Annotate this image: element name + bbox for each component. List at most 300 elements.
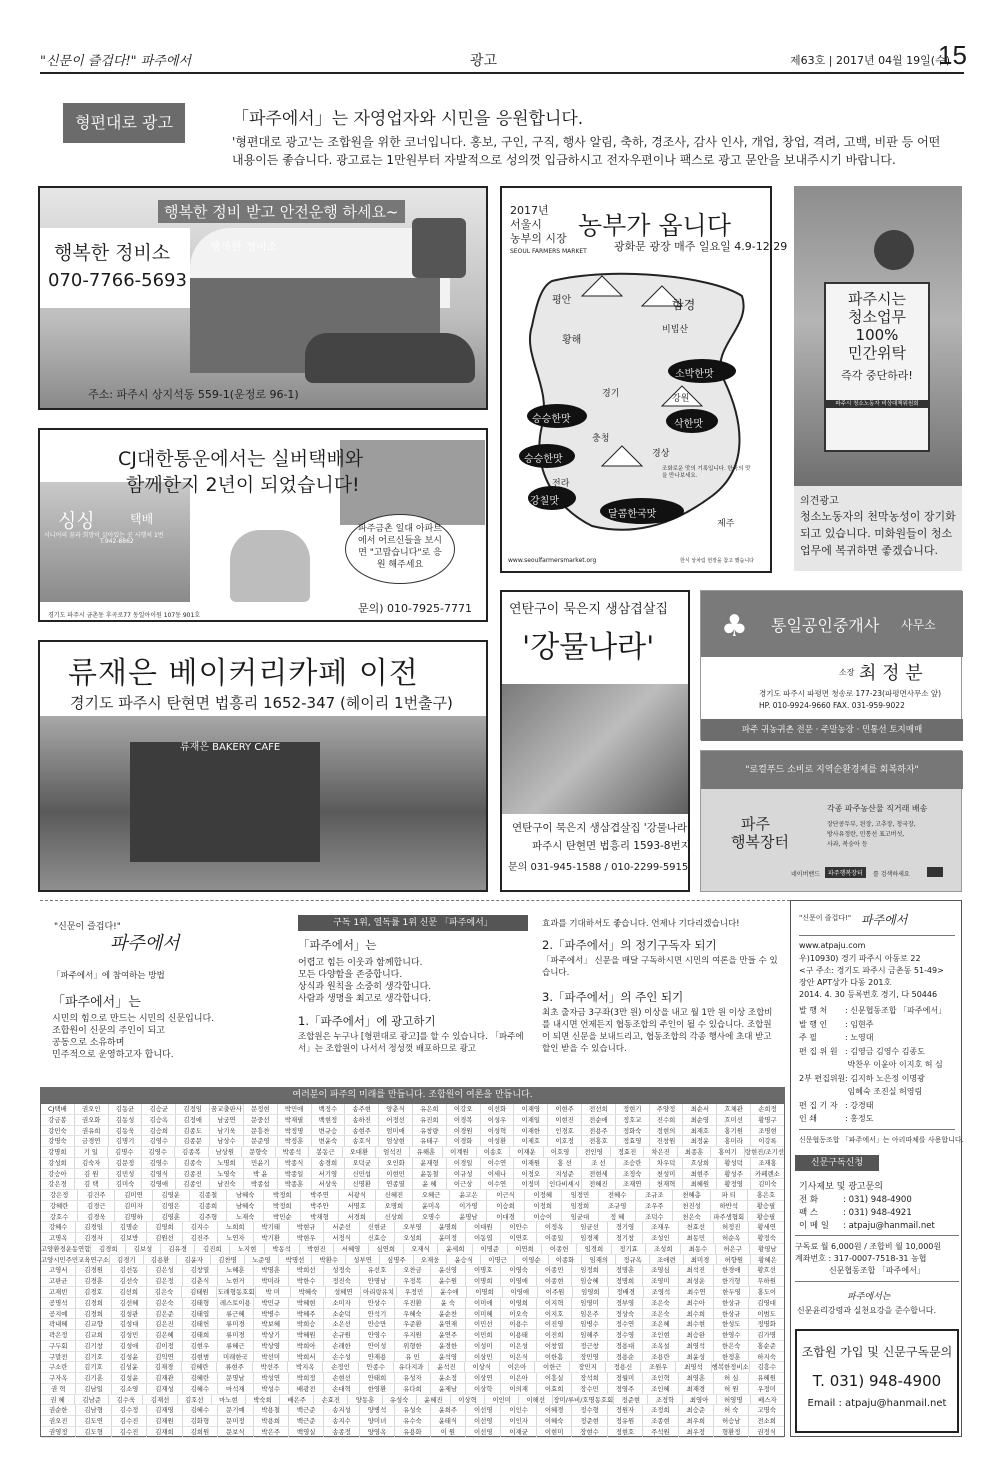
member-name: 강민숙 bbox=[41, 1126, 75, 1136]
member-name: 한영수 bbox=[714, 1330, 749, 1340]
member-name: 박명선 bbox=[279, 1255, 313, 1265]
member-name: 김기훈 bbox=[76, 1373, 111, 1383]
band-icon bbox=[927, 867, 943, 877]
member-name: 박주안 bbox=[301, 1201, 338, 1211]
member-name: 강은정 bbox=[41, 1190, 78, 1200]
member-name: 조정희 bbox=[643, 1405, 678, 1415]
member-name: 이선화 bbox=[481, 1104, 515, 1114]
member-name: 김기호 bbox=[76, 1352, 111, 1362]
masthead-rule bbox=[799, 935, 955, 936]
map-region: 강원 bbox=[672, 394, 690, 404]
member-name: 김동균 bbox=[109, 1104, 143, 1114]
member-row bbox=[41, 1126, 784, 1137]
member-row bbox=[41, 1169, 784, 1180]
join-email: Email : atpaju@hanmail.net bbox=[807, 1398, 947, 1409]
member-name: 임병수 bbox=[572, 1319, 607, 1329]
member-name: 최재경 bbox=[679, 1384, 714, 1394]
member-name: 김은진 bbox=[147, 1319, 182, 1329]
staff-row bbox=[799, 1032, 873, 1043]
member-name: 최윤성 bbox=[679, 1352, 714, 1362]
member-name: 조덕수 bbox=[636, 1212, 673, 1222]
repair-name: 행복한 정비소 bbox=[54, 242, 171, 264]
member-name: 류미경 bbox=[218, 1330, 253, 1340]
member-name: 꿈교출판사 bbox=[211, 1105, 242, 1113]
member-row bbox=[41, 1222, 784, 1233]
member-name: 홍여기 bbox=[711, 1147, 745, 1157]
member-name: 박은주 bbox=[254, 1427, 289, 1437]
member-name: 김영식 bbox=[142, 1169, 176, 1179]
member-name: 강금봉 bbox=[41, 1115, 75, 1125]
member-name: 이은성 bbox=[501, 1341, 536, 1351]
member-name: 정진숙 bbox=[324, 1276, 359, 1286]
member-name: 이선영 bbox=[466, 1416, 501, 1426]
member-name: 유성숙 bbox=[383, 1395, 417, 1405]
member-name: 이주원 bbox=[538, 1287, 573, 1297]
member-name: 박동석 bbox=[265, 1244, 300, 1254]
member-name: 송현주 bbox=[345, 1126, 379, 1136]
member-name: 최동민 bbox=[679, 1233, 714, 1243]
member-name: 강승아 bbox=[41, 1169, 75, 1179]
member-name: 오혜근 bbox=[413, 1190, 450, 1200]
member-name: 소미자 bbox=[324, 1298, 359, 1308]
member-name: 이현미 bbox=[537, 1427, 572, 1437]
member-name: 최현주 bbox=[683, 1169, 717, 1179]
staff-rule bbox=[799, 1129, 955, 1130]
member-name: 박종훈 bbox=[278, 1179, 312, 1189]
member-name: 서상욱 bbox=[312, 1179, 346, 1189]
s1-line: 상식과 원칙을 소중히 생각합니다. bbox=[298, 982, 432, 992]
member-name: 윤신영 bbox=[431, 1265, 466, 1275]
member-name: 전소희 bbox=[757, 1417, 776, 1426]
member-name: 임은주 bbox=[572, 1309, 607, 1319]
member-name: 이오숙 bbox=[501, 1309, 536, 1319]
member-row bbox=[41, 1179, 784, 1190]
realty-services: 파주 귀농귀촌 전문 · 주말농장 · 민통선 토지매매 bbox=[701, 719, 963, 741]
member-name: 김보방 bbox=[112, 1233, 147, 1243]
member-name: 한정훈 bbox=[714, 1352, 749, 1362]
member-name: 김성관 bbox=[112, 1309, 147, 1319]
s4-text: 최초 출자금 3구좌(3만 원) 이상을 내고 월 1만 원 이상 조합비를 내시면 언제든지 협동조합의 주인이 될 수 있습니다. 조합원이 되면 신문을 보내드리고, 협동조합의 각종 행사에 초대 받고 할인 받을 수 있습니다. bbox=[542, 1008, 773, 1054]
member-name: 노영숙 bbox=[210, 1169, 244, 1179]
member-name: 봉동근 bbox=[309, 1147, 343, 1157]
member-name: 파 티 bbox=[711, 1190, 748, 1200]
member-name: 차은진 bbox=[644, 1147, 678, 1157]
member-name: 임정희 bbox=[572, 1265, 607, 1275]
member-name: 이은식 bbox=[501, 1352, 536, 1362]
member-name: 김수진 bbox=[112, 1427, 147, 1437]
member-name: 김교희 bbox=[76, 1330, 111, 1340]
member-name: 황성덕 bbox=[717, 1158, 751, 1168]
member-name: 정수형 bbox=[572, 1405, 607, 1415]
delivery-address: 경기도 파주시 금촌동 후곡로77 동일아이원 107동 901호 bbox=[48, 612, 201, 619]
member-name: 박용희 bbox=[254, 1416, 289, 1426]
member-name: 조성인 bbox=[643, 1233, 678, 1243]
member-name: 김동성 bbox=[109, 1115, 143, 1125]
member-name: 송종정 bbox=[324, 1427, 359, 1437]
member-name: 손현선 bbox=[324, 1373, 359, 1383]
member-name: 김남준 bbox=[75, 1395, 109, 1405]
member-name: 천진성 bbox=[673, 1201, 710, 1211]
member-name: 이혜경 bbox=[537, 1405, 572, 1415]
intro-body: '형편대로 광고'는 조합원을 위한 코너입니다. 홍보, 구인, 구직, 행사 알림, 축하, 경조사, 감사 인사, 개업, 창업, 격려, 고백, 비판 등 어떤 내용이든 좋습니다. 광고료는 1만원부터 자발적으로 성의껏 입금하시고 전자우편이나 팩스로 광고 문안을 보내주시기 바랍니다. bbox=[232, 135, 941, 167]
localfood-desc: 각종 파주농산물 직거래 배송 bbox=[827, 804, 928, 813]
member-name: 이종일 bbox=[537, 1233, 572, 1243]
member-name: 김은성 bbox=[147, 1265, 182, 1275]
member-row bbox=[41, 1373, 784, 1384]
member-row bbox=[41, 1352, 784, 1363]
ad-repair-shop bbox=[38, 186, 488, 410]
member-name: 이혜숙 bbox=[537, 1416, 572, 1426]
member-name: 허 심 bbox=[714, 1373, 749, 1383]
realty-title: 통일공인중개사 bbox=[771, 616, 880, 635]
member-name: 윤명희 bbox=[431, 1222, 466, 1232]
member-name: 이영희 bbox=[501, 1298, 536, 1308]
member-name: 김영은 bbox=[153, 1201, 190, 1211]
member-name: 허 원 bbox=[714, 1384, 749, 1394]
member-name: 이호정 bbox=[548, 1136, 582, 1146]
member-name: 윤수원 bbox=[431, 1276, 466, 1286]
member-row bbox=[41, 1244, 784, 1255]
member-name: 김현우 bbox=[183, 1341, 218, 1351]
shop-line: 시니어의 꿈과 희망이 살아있는 곳 시행처 1번 bbox=[44, 532, 164, 539]
member-row bbox=[41, 1276, 784, 1287]
staff-role: 발 행 인 bbox=[799, 1019, 828, 1029]
member-name: 허향원 bbox=[717, 1255, 751, 1265]
member-name: 지성준 bbox=[548, 1169, 582, 1179]
member-name: 전용주 bbox=[582, 1126, 616, 1136]
member-name: 문향숙 bbox=[242, 1147, 276, 1157]
market-url: www.seoulfarmersmarket.org bbox=[508, 557, 597, 564]
member-name: 문미정 bbox=[218, 1416, 253, 1426]
member-name: 김경호 bbox=[76, 1287, 111, 1297]
member-name: 정수연 bbox=[608, 1319, 643, 1329]
member-name: 이용태 bbox=[501, 1330, 536, 1340]
member-name: 이강오 bbox=[447, 1104, 481, 1114]
member-name: 이상식 bbox=[465, 1362, 500, 1372]
sign-footer: 파주시 청소노동자 비상대책위원회 bbox=[826, 400, 928, 408]
member-name: 문보식 bbox=[218, 1427, 253, 1437]
map-note: 조화로운 맛의 기록입니다. 한국의 맛을 만나보세요. bbox=[662, 466, 751, 479]
member-name: 소은선 bbox=[324, 1319, 359, 1329]
member-name: 강혜란 bbox=[41, 1201, 78, 1211]
member-name: 곽내혜 bbox=[41, 1319, 76, 1329]
member-name: 유성숙 bbox=[395, 1405, 430, 1415]
member-name: 임재의 bbox=[582, 1255, 616, 1265]
map-region: 소박한맛 bbox=[675, 369, 714, 380]
member-name: 박기태 bbox=[254, 1222, 289, 1232]
s3-intro: 효과를 기대하셔도 좋습니다. 언제나 기다리겠습니다! bbox=[542, 919, 740, 929]
member-name: 이영애 bbox=[503, 1287, 538, 1297]
issue-info: 제63호 | 2017년 04월 19일(수) bbox=[790, 54, 951, 67]
member-name: 문명남 bbox=[218, 1373, 253, 1383]
member-name: 이성우 bbox=[481, 1115, 515, 1125]
member-name: 최재호 bbox=[683, 1126, 717, 1136]
member-name: 백정수 bbox=[312, 1104, 346, 1114]
member-name: 최수현 bbox=[679, 1319, 714, 1329]
member-name: 유진희 bbox=[413, 1115, 447, 1125]
member-name: 신효승 bbox=[360, 1233, 395, 1243]
member-name: 이규성 bbox=[447, 1169, 481, 1179]
member-name: 김태희 bbox=[183, 1330, 218, 1340]
member-name: 윤미옥 bbox=[413, 1201, 450, 1211]
member-name: 박명훈 bbox=[254, 1265, 289, 1275]
market-sub: 광화문 광장 매주 일요일 4.9-12.29 bbox=[614, 240, 788, 253]
member-name: 이진영 bbox=[537, 1319, 572, 1329]
member-name: 박정희 bbox=[264, 1201, 301, 1211]
member-name: 김경근 bbox=[78, 1201, 115, 1211]
member-name: 김종도 bbox=[176, 1126, 210, 1136]
member-name: 손규원 bbox=[324, 1330, 359, 1340]
member-name: 윤고은 bbox=[450, 1190, 487, 1200]
member-name: 김혜수 bbox=[183, 1384, 218, 1394]
member-name: 김재희 bbox=[147, 1427, 182, 1437]
member-name: 김은준 bbox=[147, 1309, 182, 1319]
member-name: 최우정 bbox=[679, 1427, 714, 1437]
member-name: 임승혜 bbox=[572, 1276, 607, 1286]
member-name: 이명희 bbox=[467, 1287, 502, 1297]
member-name: 우준환 bbox=[395, 1319, 430, 1329]
member-name: 우진환 bbox=[395, 1298, 430, 1308]
member-row bbox=[41, 1104, 784, 1115]
delivery-logo-sub: 택배 bbox=[130, 512, 154, 526]
staff-value: : 홍정도 bbox=[845, 1114, 874, 1123]
member-name: 이경원 bbox=[447, 1126, 481, 1136]
member-name: 김태헌 bbox=[183, 1319, 218, 1329]
member-name: 주양정 bbox=[650, 1104, 684, 1114]
member-row bbox=[41, 1405, 784, 1416]
member-name: 이정옥 bbox=[537, 1222, 572, 1232]
member-name: 임영희 bbox=[573, 1287, 608, 1297]
member-name: 유다희 bbox=[395, 1384, 430, 1394]
member-name: 이재한 bbox=[514, 1126, 548, 1136]
member-name: 공명석 bbox=[41, 1298, 76, 1308]
member-name: 유창량 bbox=[413, 1126, 447, 1136]
staff-value: : 김영금 김영수 김종도 bbox=[845, 1046, 925, 1056]
member-name: 황혜은 bbox=[758, 1255, 777, 1264]
ad-realty bbox=[700, 590, 962, 740]
member-name: 윤순찬 bbox=[431, 1309, 466, 1319]
market-line1: 서울시 bbox=[510, 218, 542, 231]
member-name: 우혜숙 bbox=[395, 1309, 430, 1319]
member-name: 엄석진 bbox=[376, 1147, 410, 1157]
member-name: 이민희 bbox=[466, 1330, 501, 1340]
member-name: 이현민 bbox=[379, 1169, 413, 1179]
member-name: 곽은정 bbox=[41, 1330, 76, 1340]
ethics-text: 신문윤리강령과 실천요강을 준수합니다. bbox=[797, 1306, 937, 1315]
member-name: 정기창 bbox=[608, 1233, 643, 1243]
map-region: 비빕산 bbox=[662, 325, 689, 335]
report-row bbox=[799, 1206, 912, 1218]
member-name: 임균대 bbox=[562, 1212, 599, 1222]
member-name: 변규승 bbox=[312, 1126, 346, 1136]
member-name: 임정희 bbox=[562, 1201, 599, 1211]
fee-rule bbox=[795, 1235, 959, 1236]
s1-line: 어렵고 힘든 이웃과 함께합니다. bbox=[298, 958, 423, 968]
member-name: 고양환경운동연합 bbox=[41, 1244, 91, 1253]
member-name: 김창열 bbox=[183, 1265, 218, 1275]
member-name: 김태형 bbox=[183, 1298, 218, 1308]
member-name: 유수숙 bbox=[395, 1416, 430, 1426]
member-name: 천혜총 bbox=[673, 1190, 710, 1200]
member-name: 정명화 bbox=[757, 1320, 776, 1329]
member-name: 양미녀 bbox=[360, 1416, 395, 1426]
member-name: 허승남 bbox=[714, 1416, 749, 1426]
member-name: 이경복 bbox=[447, 1115, 481, 1125]
member-name: 손효진 bbox=[314, 1395, 348, 1405]
member-name: 김은정 bbox=[147, 1276, 182, 1286]
member-name: 윤제남 bbox=[431, 1384, 466, 1394]
member-name: 정준현 bbox=[572, 1416, 607, 1426]
member-name: 고재빈 bbox=[41, 1287, 76, 1297]
page-number: 15 bbox=[938, 40, 967, 70]
member-name: 오찬금 bbox=[395, 1265, 430, 1275]
member-name: 김승균 bbox=[142, 1104, 176, 1114]
member-name: 이상연 bbox=[466, 1373, 501, 1383]
realty-contact: HP. 010-9924-9660 FAX. 031-959-9022 bbox=[759, 701, 905, 710]
member-name: 이영애 bbox=[501, 1276, 536, 1286]
member-row bbox=[41, 1201, 784, 1212]
member-name: 최영석 bbox=[676, 1362, 711, 1372]
member-name: 한상규 bbox=[714, 1309, 749, 1319]
member-name: 유혜원 bbox=[757, 1374, 776, 1383]
member-name: 이성환 bbox=[481, 1136, 515, 1146]
member-name: 류혜근 bbox=[218, 1341, 253, 1351]
def-line: 조합원이 신문의 주인이 되고 bbox=[52, 1026, 165, 1036]
member-name: 서명호 bbox=[339, 1201, 376, 1211]
members-table bbox=[40, 1103, 785, 1437]
member-name: 김교향 bbox=[76, 1319, 111, 1329]
member-name: 김호선 bbox=[178, 1395, 212, 1405]
member-row bbox=[41, 1309, 784, 1320]
market-line2: 농부의 시장 bbox=[510, 232, 567, 245]
map-region: 경기 bbox=[602, 389, 620, 399]
member-name: 노연자 bbox=[218, 1233, 253, 1243]
staff-value: : 강경태 bbox=[845, 1100, 874, 1110]
info-line: 2014. 4. 30 등록번호 경기, 다 50446 bbox=[799, 990, 938, 999]
member-name: 강명숙 bbox=[41, 1136, 75, 1146]
member-name: 조은혜 bbox=[643, 1319, 678, 1329]
member-name: 박종섭 bbox=[244, 1179, 278, 1189]
member-name: 송주현 bbox=[345, 1104, 379, 1114]
member-name: 오명수 bbox=[413, 1212, 450, 1222]
ethics-rule bbox=[795, 1281, 959, 1282]
member-name: 오성희 bbox=[395, 1233, 430, 1243]
member-name: 이영숙 bbox=[501, 1265, 536, 1275]
member-name: 김경희 bbox=[76, 1309, 111, 1319]
member-name: 김유경 bbox=[161, 1244, 196, 1254]
bbq-phone: 문의 031-945-1588 / 010-2299-5915 bbox=[508, 862, 689, 873]
member-name: 홍 선 bbox=[548, 1158, 582, 1168]
member-name: 권오인 bbox=[75, 1104, 109, 1114]
member-name: 전인영 bbox=[577, 1147, 611, 1157]
member-name: 이대경 bbox=[487, 1212, 524, 1222]
member-name: 류근혜 bbox=[218, 1309, 253, 1319]
member-name: 고명숙 bbox=[757, 1406, 776, 1415]
member-name: 윤연재 bbox=[431, 1319, 466, 1329]
ad-localfood bbox=[700, 750, 962, 892]
bbq-address: 파주시 탄현면 법흥리 1593-8번지 bbox=[532, 840, 691, 852]
member-name: 유성자 bbox=[395, 1373, 430, 1383]
member-name: 이수연 bbox=[481, 1179, 515, 1189]
member-name: 조 선 bbox=[582, 1158, 616, 1168]
member-name: 송지수 bbox=[324, 1416, 359, 1426]
member-row bbox=[41, 1233, 784, 1244]
ethics-brand: 파주에서는 bbox=[847, 1292, 891, 1302]
realty-title-suffix: 사무소 bbox=[901, 618, 936, 632]
member-name: 윤석영 bbox=[431, 1352, 466, 1362]
member-row bbox=[41, 1395, 784, 1406]
member-name: 정호교 bbox=[616, 1115, 650, 1125]
member-name: 심연희 bbox=[369, 1244, 404, 1254]
member-name: 김미자 bbox=[115, 1201, 152, 1211]
member-name: 서경희 bbox=[339, 1212, 376, 1222]
member-name: 천효선 bbox=[679, 1222, 714, 1232]
member-name: 김현범 bbox=[183, 1352, 218, 1362]
member-name: 이명준 bbox=[473, 1244, 508, 1254]
staff-row bbox=[799, 1100, 873, 1111]
member-name: 성정숙 bbox=[324, 1265, 359, 1275]
member-name: 김미연 bbox=[115, 1190, 152, 1200]
member-name: 이은아 bbox=[500, 1362, 535, 1372]
market-footer: 한식 상차림 헌장을 참고 했습니다 bbox=[680, 558, 754, 564]
member-name: 노현거 bbox=[218, 1276, 253, 1286]
member-name: 허순옥 bbox=[714, 1233, 749, 1243]
member-name: 최동수 bbox=[681, 1244, 716, 1254]
member-name: 이민선 bbox=[466, 1319, 501, 1329]
member-name: 김종인 bbox=[176, 1179, 210, 1189]
member-name: 김재원 bbox=[147, 1416, 182, 1426]
member-name: 김민성 bbox=[109, 1169, 143, 1179]
sign-line: 민간위탁 bbox=[848, 344, 906, 362]
staff-role: 편 집 위 원 bbox=[799, 1046, 838, 1056]
member-name: 어정선 bbox=[379, 1115, 413, 1125]
member-name: 최혜원 bbox=[683, 1179, 717, 1189]
member-name: 배광전 bbox=[289, 1384, 324, 1394]
member-name: 무하원 bbox=[757, 1277, 776, 1286]
member-name: 조종현 bbox=[643, 1416, 678, 1426]
member-name: 신민섭 bbox=[345, 1169, 379, 1179]
member-name: 윤명남 bbox=[450, 1212, 487, 1222]
member-name: 이지혁 bbox=[537, 1298, 572, 1308]
member-name: 강명희 bbox=[41, 1147, 75, 1157]
member-name: 김문정 bbox=[109, 1158, 143, 1168]
staff-row bbox=[799, 1059, 943, 1070]
member-name: 박민애 bbox=[278, 1104, 312, 1114]
member-name: 안상수 bbox=[360, 1298, 395, 1308]
member-name: 이범도 bbox=[757, 1309, 776, 1318]
member-name: 김재영 bbox=[147, 1405, 182, 1415]
member-name: 천재혁 bbox=[650, 1179, 684, 1189]
member-name: 민윤기 bbox=[244, 1158, 278, 1168]
member-name: 천은숙 bbox=[673, 1212, 710, 1222]
member-name: 홍도이 bbox=[757, 1288, 777, 1297]
member-name: 최수아 bbox=[679, 1298, 714, 1308]
member-row bbox=[41, 1362, 784, 1373]
member-name: 노준영 bbox=[245, 1255, 279, 1265]
member-name: 이재일 bbox=[514, 1115, 548, 1125]
member-name: 김윤자 bbox=[177, 1255, 211, 1265]
def-line: 공동으로 소유하며 bbox=[52, 1038, 125, 1048]
member-name: 김남형 bbox=[76, 1405, 111, 1415]
member-name: 서정식 bbox=[324, 1233, 359, 1243]
member-name: 김진주 bbox=[183, 1233, 218, 1243]
member-name: 김춘식 bbox=[183, 1276, 218, 1286]
member-name: 황정영 bbox=[717, 1179, 751, 1189]
member-name: 김경기 bbox=[110, 1255, 144, 1265]
member-name: 윤수애 bbox=[432, 1287, 467, 1297]
member-name: 박성수 bbox=[254, 1384, 289, 1394]
member-name: 최정윤 bbox=[683, 1136, 717, 1146]
